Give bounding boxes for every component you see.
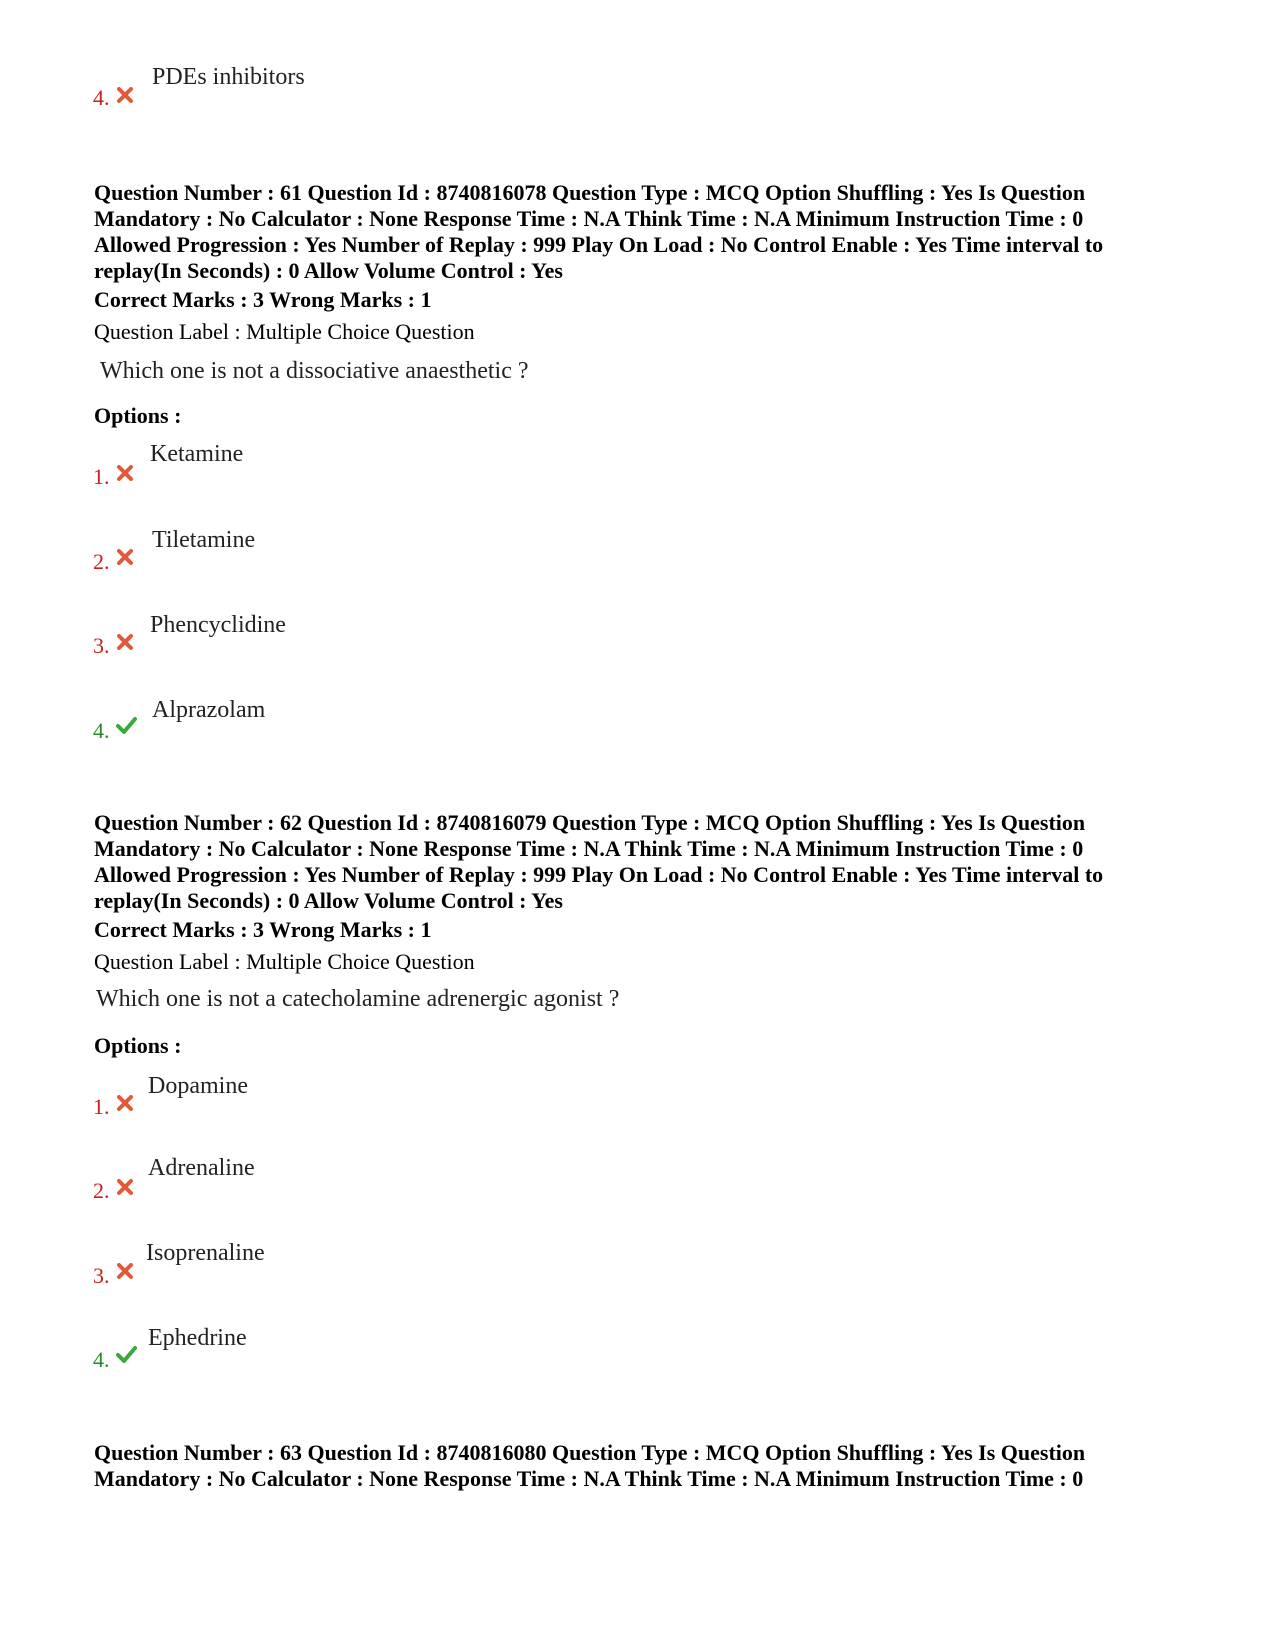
meta-line: Question Number : 63 Question Id : 8740816080 Question Type : MCQ Option Shuffling : Yes Is Question	[94, 1440, 1086, 1465]
options-label: Options :	[94, 403, 182, 428]
check-icon	[115, 1343, 137, 1365]
question-meta	[94, 180, 1204, 284]
meta-line: Mandatory : No Calculator : None Response Time : N.A Think Time : N.A Minimum Instruction Time : 0	[94, 206, 1084, 231]
cross-icon	[114, 1092, 136, 1114]
option-text: Dopamine	[148, 1073, 248, 1099]
question-marks: Correct Marks : 3 Wrong Marks : 1	[94, 917, 432, 942]
question-text: Which one is not a dissociative anaesthetic ?	[100, 358, 529, 384]
option-number: 4.	[93, 1347, 110, 1372]
option-text: PDEs inhibitors	[152, 64, 305, 90]
meta-line: replay(In Seconds) : 0 Allow Volume Control : Yes	[94, 888, 563, 913]
option-number: 1.	[93, 464, 110, 489]
option-number: 2.	[93, 549, 110, 574]
option-text: Alprazolam	[152, 697, 266, 723]
option-text: Ketamine	[150, 441, 244, 467]
cross-icon	[114, 462, 136, 484]
meta-line: Allowed Progression : Yes Number of Replay : 999 Play On Load : No Control Enable : Yes Time interval to	[94, 862, 1104, 887]
meta-line: Question Number : 62 Question Id : 8740816079 Question Type : MCQ Option Shuffling : Yes Is Question	[94, 810, 1086, 835]
question-text: Which one is not a catecholamine adrenergic agonist ?	[96, 986, 620, 1012]
option-number: 3.	[93, 1263, 110, 1288]
question-marks: Correct Marks : 3 Wrong Marks : 1	[94, 287, 432, 312]
option-number: 3.	[93, 633, 110, 658]
option-text: Phencyclidine	[150, 612, 286, 638]
question-label: Question Label : Multiple Choice Question	[94, 319, 475, 344]
check-icon	[115, 714, 137, 736]
option-number: 1.	[93, 1094, 110, 1119]
question-label: Question Label : Multiple Choice Question	[94, 949, 475, 974]
meta-line: Mandatory : No Calculator : None Response Time : N.A Think Time : N.A Minimum Instruction Time : 0	[94, 1466, 1084, 1491]
meta-line: Allowed Progression : Yes Number of Replay : 999 Play On Load : No Control Enable : Yes Time interval to	[94, 232, 1104, 257]
question-meta	[94, 810, 1204, 914]
cross-icon	[114, 631, 136, 653]
cross-icon	[114, 1260, 136, 1282]
option-number: 4.	[93, 85, 110, 110]
option-text: Adrenaline	[148, 1155, 255, 1181]
option-text: Tiletamine	[152, 527, 256, 553]
option-text: Ephedrine	[148, 1325, 247, 1351]
meta-line: replay(In Seconds) : 0 Allow Volume Control : Yes	[94, 258, 563, 283]
option-text: Isoprenaline	[146, 1240, 265, 1266]
option-number: 4.	[93, 718, 110, 743]
question-meta	[94, 1440, 1204, 1492]
options-label: Options :	[94, 1033, 182, 1058]
option-number: 2.	[93, 1178, 110, 1203]
cross-icon	[114, 546, 136, 568]
cross-icon	[114, 1176, 136, 1198]
cross-icon	[114, 84, 136, 106]
meta-line: Mandatory : No Calculator : None Response Time : N.A Think Time : N.A Minimum Instruction Time : 0	[94, 836, 1084, 861]
meta-line: Question Number : 61 Question Id : 8740816078 Question Type : MCQ Option Shuffling : Yes Is Question	[94, 180, 1086, 205]
